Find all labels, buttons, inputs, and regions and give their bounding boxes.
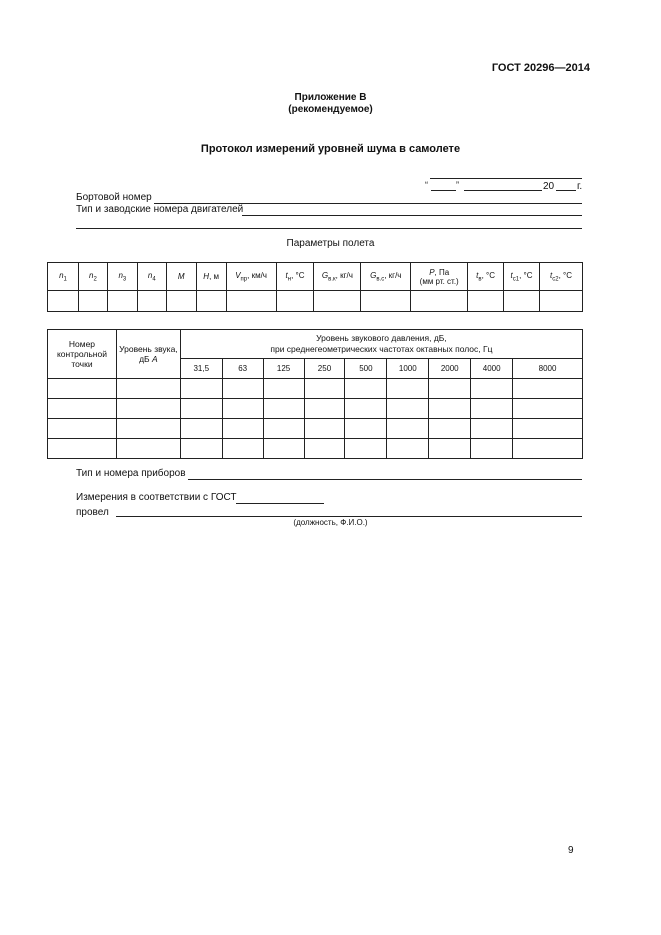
frequency-header: 63	[222, 359, 263, 379]
appendix-subtitle: (рекомендуемое)	[288, 104, 373, 115]
date-month-line[interactable]	[464, 190, 542, 191]
table-row	[48, 379, 583, 399]
flight-params-empty-row	[48, 291, 583, 312]
flight-param-subscript: в	[478, 276, 482, 283]
flight-param-header	[196, 263, 226, 291]
flight-param-symbol: M	[177, 272, 185, 281]
flight-param-symbol: n	[59, 270, 64, 280]
flight-param-unit-alt: (мм рт. ст.)	[419, 276, 459, 286]
table-row	[48, 419, 583, 439]
table-cell[interactable]	[513, 419, 583, 439]
table-cell[interactable]	[48, 379, 117, 399]
date-year-prefix: 20	[543, 181, 555, 192]
flight-param-subscript: н	[287, 276, 292, 283]
flight-param-symbol: P	[429, 267, 435, 277]
table-cell[interactable]	[180, 419, 222, 439]
table-cell[interactable]	[116, 399, 180, 419]
conducted-line[interactable]	[116, 516, 582, 517]
flight-param-unit: , км/ч	[247, 270, 267, 280]
flight-param-unit: , °С	[481, 270, 496, 280]
flight-params-header-row	[48, 263, 583, 291]
flight-param-header	[361, 263, 411, 291]
flight-param-cell[interactable]	[411, 291, 468, 312]
table-cell[interactable]	[304, 439, 345, 459]
flight-param-unit: , м	[209, 272, 220, 281]
table-cell[interactable]	[116, 419, 180, 439]
table-cell[interactable]	[345, 439, 387, 459]
flight-param-cell[interactable]	[539, 291, 582, 312]
control-point-header: Номер контрольной точки	[48, 330, 117, 379]
flight-param-symbol: G	[370, 270, 377, 280]
table-cell[interactable]	[304, 379, 345, 399]
conducted-label: провел	[76, 507, 109, 518]
flight-param-header	[78, 263, 107, 291]
standard-code: ГОСТ 20296—2014	[491, 62, 590, 74]
page-number: 9	[568, 845, 574, 856]
flight-param-symbol: n	[89, 270, 94, 280]
sound-pressure-line2: при среднегеометрических частотах октавных полос, Гц	[270, 344, 493, 354]
flight-param-symbol: V	[235, 270, 241, 280]
table-cell[interactable]	[471, 419, 513, 439]
flight-param-symbol: t	[476, 270, 479, 280]
table-cell[interactable]	[263, 399, 304, 419]
flight-param-subscript: пр	[240, 276, 248, 283]
sound-level-header-text: Уровень звука, дБ	[119, 344, 178, 364]
flight-param-cell[interactable]	[137, 291, 166, 312]
engines-line-2[interactable]	[76, 228, 582, 229]
table-cell[interactable]	[513, 439, 583, 459]
instruments-label: Тип и номера приборов	[76, 468, 186, 479]
flight-params-table	[47, 262, 583, 312]
flight-param-cell[interactable]	[107, 291, 137, 312]
sound-level-weighting: А	[152, 354, 158, 364]
position-hint: (должность, Ф.И.О.)	[293, 518, 368, 527]
flight-param-header	[411, 263, 468, 291]
flight-param-cell[interactable]	[468, 291, 504, 312]
frequency-header: 4000	[471, 359, 513, 379]
table-cell[interactable]	[48, 399, 117, 419]
table-cell[interactable]	[263, 419, 304, 439]
table-cell[interactable]	[116, 379, 180, 399]
flight-param-symbol: G	[321, 270, 329, 280]
flight-param-subscript: в.к	[328, 276, 336, 283]
flight-param-subscript: 3	[122, 276, 127, 283]
flight-param-cell[interactable]	[78, 291, 107, 312]
table-cell[interactable]	[429, 439, 471, 459]
frequency-header: 125	[263, 359, 304, 379]
flight-param-subscript: с2	[552, 276, 559, 283]
gost-measure-label: Измерения в соответствии с ГОСТ	[76, 492, 237, 503]
table-cell[interactable]	[387, 399, 429, 419]
table-cell[interactable]	[263, 439, 304, 459]
flight-param-header	[137, 263, 166, 291]
flight-param-unit: , °С	[291, 270, 305, 280]
flight-param-header	[539, 263, 582, 291]
flight-param-unit: , Па	[434, 267, 450, 277]
table-cell[interactable]	[304, 399, 345, 419]
flight-param-unit: , кг/ч	[384, 270, 402, 280]
flight-param-cell[interactable]	[276, 291, 314, 312]
table-cell[interactable]	[116, 439, 180, 459]
flight-param-cell[interactable]	[361, 291, 411, 312]
appendix-title: Приложение В	[294, 92, 367, 103]
flight-param-cell[interactable]	[196, 291, 226, 312]
flight-param-cell[interactable]	[166, 291, 196, 312]
table-cell[interactable]	[387, 379, 429, 399]
frequency-header: 250	[304, 359, 345, 379]
date-open-quote: “	[425, 180, 428, 190]
table-cell[interactable]	[387, 419, 429, 439]
flight-param-symbol: H	[203, 272, 210, 281]
table-cell[interactable]	[304, 419, 345, 439]
flight-param-header	[166, 263, 196, 291]
table-row	[48, 399, 583, 419]
table-cell[interactable]	[513, 399, 583, 419]
date-day-line[interactable]	[431, 190, 456, 191]
flight-param-symbol: t	[549, 270, 553, 280]
flight-params-caption: Параметры полета	[286, 238, 375, 249]
table-cell[interactable]	[513, 379, 583, 399]
table-cell[interactable]	[180, 379, 222, 399]
flight-param-cell[interactable]	[48, 291, 79, 312]
table-cell[interactable]	[222, 399, 263, 419]
flight-param-symbol: n	[118, 270, 123, 280]
flight-param-subscript: 1	[63, 276, 67, 283]
flight-param-cell[interactable]	[226, 291, 276, 312]
frequency-header: 31,5	[180, 359, 222, 379]
engines-label: Тип и заводские номера двигателей	[76, 204, 244, 215]
date-year-suffix: г.	[577, 181, 583, 192]
flight-param-unit: , °С	[519, 270, 533, 280]
sound-pressure-group-header	[180, 330, 582, 359]
flight-param-subscript: 4	[152, 276, 156, 283]
table-cell[interactable]	[429, 399, 471, 419]
flight-param-header	[48, 263, 79, 291]
flight-param-cell[interactable]	[504, 291, 540, 312]
date-close-quote: ”	[456, 180, 459, 190]
table-cell[interactable]	[387, 439, 429, 459]
table-cell[interactable]	[429, 379, 471, 399]
table-cell[interactable]	[180, 399, 222, 419]
flight-param-subscript: в.с	[376, 276, 385, 283]
engines-line[interactable]	[242, 215, 582, 216]
table-cell[interactable]	[222, 379, 263, 399]
flight-param-symbol: t	[510, 270, 513, 280]
table-cell[interactable]	[471, 399, 513, 419]
flight-param-subscript: 2	[93, 276, 97, 283]
table-cell[interactable]	[263, 379, 304, 399]
board-number-label: Бортовой номер	[76, 192, 152, 203]
table-cell[interactable]	[345, 399, 387, 419]
flight-param-unit: , °С	[558, 270, 572, 280]
flight-param-header	[468, 263, 504, 291]
noise-levels-table	[47, 329, 583, 459]
flight-param-header	[107, 263, 137, 291]
flight-param-symbol: n	[147, 270, 153, 280]
table-cell[interactable]	[180, 439, 222, 459]
table-cell[interactable]	[345, 419, 387, 439]
flight-param-cell[interactable]	[314, 291, 361, 312]
date-year-line[interactable]	[556, 190, 576, 191]
flight-param-subscript: с1	[512, 276, 520, 283]
frequency-header: 8000	[513, 359, 583, 379]
sound-pressure-line1: Уровень звукового давления, дБ,	[316, 333, 447, 343]
table-cell[interactable]	[471, 379, 513, 399]
table-row	[48, 439, 583, 459]
table-cell[interactable]	[471, 439, 513, 459]
flight-param-header	[226, 263, 276, 291]
flight-param-header	[314, 263, 361, 291]
frequency-header: 2000	[429, 359, 471, 379]
flight-param-symbol: t	[285, 270, 288, 280]
instruments-line[interactable]	[188, 479, 582, 480]
table-cell[interactable]	[222, 439, 263, 459]
table-cell[interactable]	[48, 439, 117, 459]
table-cell[interactable]	[345, 379, 387, 399]
gost-number-line[interactable]	[236, 503, 324, 504]
table-cell[interactable]	[222, 419, 263, 439]
frequency-header: 500	[345, 359, 387, 379]
date-top-line	[430, 178, 582, 179]
protocol-title: Протокол измерений уровней шума в самолете	[200, 143, 461, 155]
frequency-header: 1000	[387, 359, 429, 379]
flight-param-header	[504, 263, 540, 291]
sound-level-header	[116, 330, 180, 379]
flight-param-header	[276, 263, 314, 291]
table-cell[interactable]	[429, 419, 471, 439]
flight-param-unit: , кг/ч	[335, 270, 353, 280]
table-cell[interactable]	[48, 419, 117, 439]
